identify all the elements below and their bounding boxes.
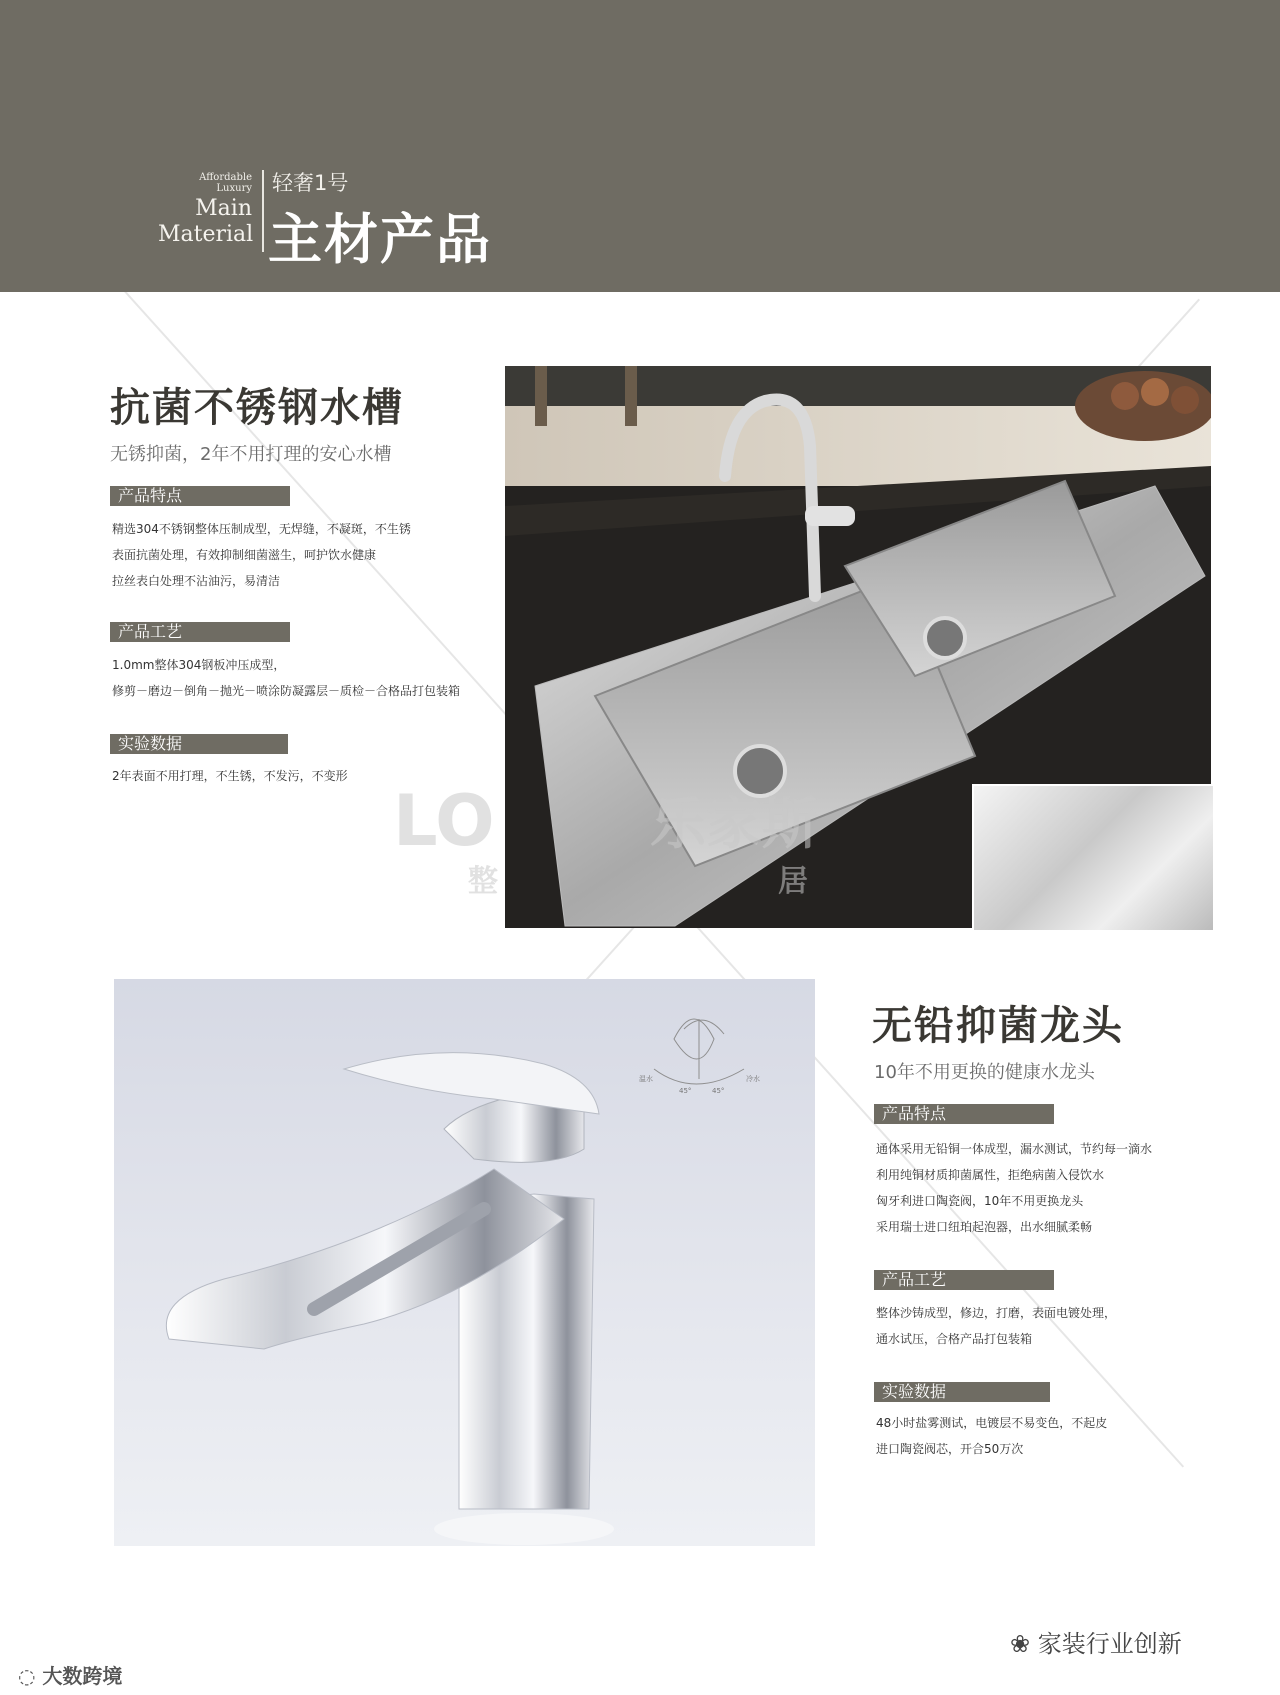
wechat-icon: ❀ [1010,1630,1031,1658]
footer-left-text: 大数跨境 [42,1664,123,1688]
faucet-craft-label: 产品工艺 [874,1270,1054,1290]
header-main-en-2: Material [158,222,254,247]
diagram-label-warm: 温水 [639,1075,653,1083]
faucet-subtitle: 10年不用更换的健康水龙头 [874,1062,1095,1083]
header-small-en-1: Affordable [199,172,252,183]
footer-right-watermark [1010,1624,1182,1659]
faucet-test-label: 实验数据 [874,1382,1050,1402]
watermark-brand: LO [393,780,495,862]
watermark-char: 居 [778,864,808,899]
faucet-title: 无铅抑菌龙头 [872,1002,1124,1049]
list-item: 精选304不锈钢整体压制成型，无焊缝，不凝斑，不生锈 [112,522,411,536]
list-item: 匈牙利进口陶瓷阀，10年不用更换龙头 [876,1194,1084,1208]
list-item: 2年表面不用打理，不生锈，不发污，不变形 [112,769,348,783]
header-banner [0,0,1280,292]
sink-features [112,516,411,594]
header-divider [262,170,264,252]
list-item: 拉丝表白处理不沾油污，易清洁 [112,574,281,588]
header-series: 轻奢1号 [272,171,349,195]
header-small-en-2: Luxury [216,183,252,194]
header-main-en-1: Main [195,196,252,221]
list-item: 通水试压，合格产品打包装箱 [876,1332,1033,1346]
list-item: 48小时盐雾测试，电镀层不易变色，不起皮 [876,1416,1108,1430]
chat-icon: ◌ [18,1664,36,1688]
list-item: 整体沙铸成型，修边，打磨，表面电镀处理， [876,1306,1117,1320]
page-title: 主材产品 [268,207,492,271]
faucet-illustration [114,979,815,1546]
sink-test-label: 实验数据 [110,734,288,754]
sink-craft-label: 产品工艺 [110,622,290,642]
diagram-label-angle: 45° [712,1087,725,1095]
diagram-label-cold: 冷水 [746,1075,760,1083]
faucet-features-label: 产品特点 [874,1104,1054,1124]
sink-test [112,763,348,789]
watermark-brand-cn: 乐家斯 [650,792,818,857]
list-item: 表面抗菌处理，有效抑制细菌滋生，呵护饮水健康 [112,548,377,562]
sink-subtitle: 无锈抑菌，2年不用打理的安心水槽 [110,444,392,465]
header-main-en [158,196,252,248]
list-item: 1.0mm整体304钢板冲压成型， [112,658,286,672]
faucet-craft [876,1300,1116,1352]
faucet-test [876,1410,1107,1462]
header-small-en [196,172,252,194]
sink-features-label: 产品特点 [110,486,290,506]
sink-title: 抗菌不锈钢水槽 [110,384,404,431]
list-item: 通体采用无铅铜一体成型，漏水测试，节约每一滴水 [876,1142,1153,1156]
list-item: 修剪－磨边－倒角－抛光－喷涂防凝露层－质检－合格品打包装箱 [112,684,461,698]
sink-craft [112,652,460,704]
sink-detail-inset [972,784,1213,930]
diagram-label-angle: 45° [679,1087,692,1095]
footer-left-watermark [18,1660,122,1689]
faucet-features [876,1136,1152,1240]
faucet-photo [114,979,815,1546]
list-item: 利用纯铜材质抑菌属性，拒绝病菌入侵饮水 [876,1168,1105,1182]
list-item: 采用瑞士进口纽珀起泡器，出水细腻柔畅 [876,1220,1093,1234]
list-item: 进口陶瓷阀芯，开合50万次 [876,1442,1024,1456]
footer-right-text: 家装行业创新 [1037,1630,1182,1658]
watermark-char: 整 [468,864,498,899]
